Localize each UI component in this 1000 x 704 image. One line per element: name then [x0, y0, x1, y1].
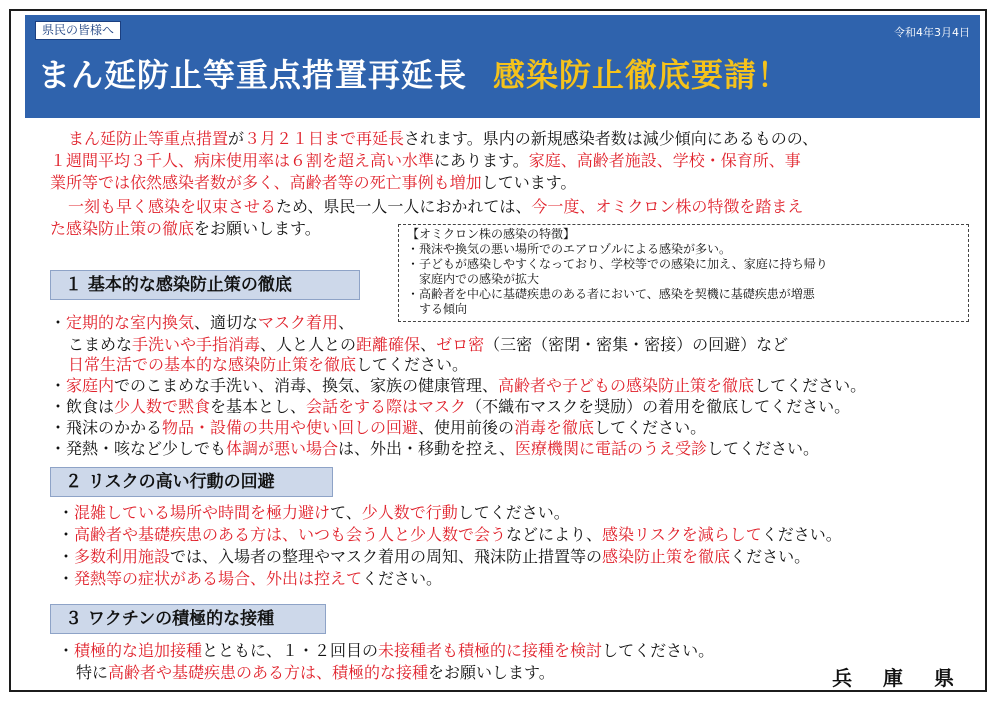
- title-highlight: 感染防止徹底要請！: [493, 56, 791, 94]
- s3-bullet-1: ・積極的な追加接種とともに、１・２回目の未接種者も積極的に接種を検討してください。: [58, 641, 715, 660]
- intro-line-1: まん延防止等重点措置が３月２１日まで再延長されます。県内の新規感染者数は減少傾向にあるものの、: [68, 129, 819, 148]
- s2-bullet-1: ・混雑している場所や時間を極力避けて、少人数で行動してください。: [58, 503, 570, 522]
- s1-bullet-1-line-1: ・定期的な室内換気、適切なマスク着用、: [50, 313, 355, 332]
- section-1-heading: １ 基本的な感染防止策の徹底: [50, 270, 360, 300]
- omicron-item: ・飛沫や換気の悪い場所でのエアロゾルによる感染が多い。: [407, 242, 732, 256]
- audience-label: 県民の皆様へ: [35, 21, 121, 40]
- s1-bullet-5: ・発熱・咳など少しでも体調が悪い場合は、外出・移動を控え、医療機関に電話のうえ受診してください。: [50, 439, 820, 458]
- intro-line-5: た感染防止策の徹底をお願いします。: [50, 219, 321, 238]
- intro-line-2: １週間平均３千人、病床使用率は６割を超え高い水準にあります。家庭、高齢者施設、学校・保育所、事: [50, 151, 801, 170]
- title-main: まん延防止等重点措置再延長: [38, 56, 468, 94]
- omicron-features-box: [398, 224, 969, 322]
- section-3-heading: ３ ワクチンの積極的な接種: [50, 604, 326, 634]
- s1-bullet-1-line-2: こまめな手洗いや手指消毒、人と人との距離確保、ゼロ密（三密（密閉・密集・密接）の回避）など: [68, 335, 789, 354]
- omicron-item: ・子どもが感染しやすくなっており、学校等での感染に加え、家庭に持ち帰り: [407, 257, 828, 271]
- s2-bullet-4: ・発熱等の症状がある場合、外出は控えてください。: [58, 569, 443, 588]
- intro-line-4: 一刻も早く感染を収束させるため、県民一人一人におかれては、今一度、オミクロン株の特徴を踏まえ: [68, 197, 804, 216]
- s1-bullet-2: ・家庭内でのこまめな手洗い、消毒、換気、家族の健康管理、高齢者や子どもの感染防止策を徹底してください。: [50, 376, 867, 395]
- omicron-item: ・高齢者を中心に基礎疾患のある者において、感染を契機に基礎疾患が増悪: [407, 287, 815, 301]
- s1-bullet-3: ・飲食は少人数で黙食を基本とし、会話をする際はマスク（不織布マスクを奨励）の着用を徹底してください。: [50, 397, 851, 416]
- intro-line-3: 業所等では依然感染者数が多く、高齢者等の死亡事例も増加しています。: [50, 173, 577, 192]
- s1-bullet-4: ・飛沫のかかる物品・設備の共用や使い回しの回避、使用前後の消毒を徹底してください。: [50, 418, 707, 437]
- issue-date: 令和4年3月4日: [894, 26, 970, 39]
- omicron-item: する傾向: [407, 302, 468, 316]
- signature-hyogo: 兵 庫 県: [832, 666, 966, 690]
- omicron-item: 家庭内での感染が拡大: [407, 272, 540, 286]
- omicron-box-title: 【オミクロン株の感染の特徴】: [407, 227, 576, 241]
- s3-bullet-2: 特に高齢者や基礎疾患のある方は、積極的な接種をお願いします。: [76, 663, 555, 682]
- s2-bullet-3: ・多数利用施設では、入場者の整理やマスク着用の周知、飛沫防止措置等の感染防止策を徹底ください。: [58, 547, 811, 566]
- section-2-heading: ２ リスクの高い行動の回避: [50, 467, 333, 497]
- s2-bullet-2: ・高齢者や基礎疾患のある方は、いつも会う人と少人数で会うなどにより、感染リスクを減らしてください。: [58, 525, 842, 544]
- s1-bullet-1-line-3: 日常生活での基本的な感染防止策を徹底してください。: [68, 355, 469, 374]
- page-title: [38, 50, 790, 96]
